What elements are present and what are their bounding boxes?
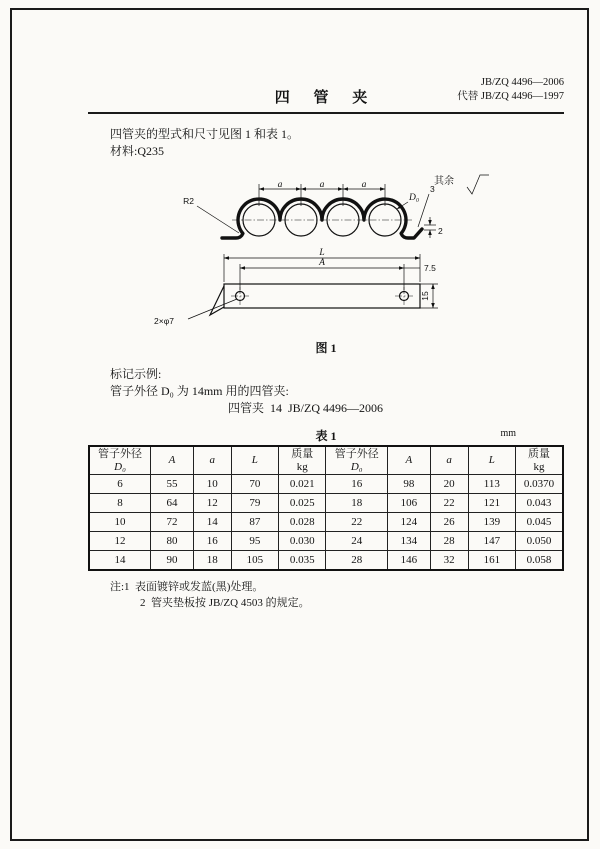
- table-row: [89, 551, 563, 571]
- figure-top-view: [183, 180, 443, 238]
- dim-label-d0: D₀: [409, 193, 420, 203]
- surface-finish-label: 其余: [434, 176, 454, 187]
- table-cell: 32: [430, 551, 468, 571]
- table-cell: 0.045: [516, 513, 563, 532]
- marking-example-section: [88, 366, 564, 417]
- table-cell: 124: [388, 513, 431, 532]
- table-cell: 113: [468, 475, 515, 494]
- dim-label-thickness: 2: [438, 226, 443, 236]
- leader-bend: [418, 194, 429, 227]
- table-cell: 0.028: [279, 513, 326, 532]
- col-header: a: [430, 446, 468, 475]
- standard-number-block: [457, 76, 564, 103]
- table-cell: 8: [89, 494, 151, 513]
- table-cell: 10: [193, 475, 231, 494]
- page-title: 四 管 夹: [274, 90, 378, 106]
- table-cell: 26: [430, 513, 468, 532]
- table-cell: 0.030: [279, 532, 326, 551]
- leader-holes: [188, 299, 237, 319]
- table-cell: 22: [430, 494, 468, 513]
- marking-heading: 标记示例:: [110, 367, 162, 381]
- figure-side-view: [154, 248, 438, 326]
- table-cell: 146: [388, 551, 431, 571]
- intro-paragraph: [110, 126, 564, 160]
- col-header: 质量 kg: [516, 446, 563, 475]
- table-row: [89, 494, 563, 513]
- table-caption-row: [88, 427, 564, 443]
- technical-drawing: [136, 166, 516, 334]
- dim-label-L: L: [319, 248, 325, 258]
- replaced-standard: 代替 JB/ZQ 4496—1997: [457, 90, 564, 102]
- dim-label-width: 15: [420, 291, 430, 301]
- leader-r2: [197, 206, 239, 233]
- table-cell: 0.025: [279, 494, 326, 513]
- col-header: A: [388, 446, 431, 475]
- table-cell: 0.0370: [516, 475, 563, 494]
- table-cell: 87: [231, 513, 278, 532]
- figure-caption: 图 1: [315, 341, 337, 355]
- table-caption: 表 1: [315, 429, 337, 443]
- table-cell: 16: [326, 475, 388, 494]
- table-row: [89, 513, 563, 532]
- col-header: A: [151, 446, 194, 475]
- page-content: [88, 74, 564, 611]
- col-header: 质量 kg: [279, 446, 326, 475]
- note-1: 注:1 表面镀锌或发蓝(黑)处理。: [110, 581, 264, 593]
- table-cell: 12: [193, 494, 231, 513]
- table-cell: 79: [231, 494, 278, 513]
- dim-label-holes: 2×φ7: [154, 316, 174, 326]
- table-cell: 0.021: [279, 475, 326, 494]
- table-cell: 20: [430, 475, 468, 494]
- table-cell: 134: [388, 532, 431, 551]
- intro-line: 四管夹的型式和尺寸见图 1 和表 1。: [110, 127, 300, 141]
- note-2: 2 管夹垫板按 JB/ZQ 4503 的规定。: [140, 597, 310, 609]
- col-header: a: [193, 446, 231, 475]
- table-header-row: [89, 446, 563, 475]
- dim-label-a3: a: [361, 180, 367, 190]
- table-cell: 14: [193, 513, 231, 532]
- table-cell: 10: [89, 513, 151, 532]
- table-cell: 106: [388, 494, 431, 513]
- notes-section: [88, 579, 564, 611]
- table-cell: 90: [151, 551, 194, 571]
- table-cell: 6: [89, 475, 151, 494]
- table-cell: 28: [326, 551, 388, 571]
- table-cell: 18: [193, 551, 231, 571]
- table-cell: 24: [326, 532, 388, 551]
- bent-tab-outline: [210, 286, 224, 315]
- marking-designation: 四管夹 14 JB/ZQ 4496—2006: [228, 401, 384, 415]
- table-cell: 95: [231, 532, 278, 551]
- table-row: [89, 532, 563, 551]
- table-row: [89, 475, 563, 494]
- col-header: 管子外径 D₀: [326, 446, 388, 475]
- spec-table-body: [89, 475, 563, 571]
- clamp-strip-profile: [222, 199, 422, 238]
- dim-label-a2: a: [319, 180, 325, 190]
- dim-label-end-offset: 7.5: [424, 263, 436, 273]
- table-cell: 0.035: [279, 551, 326, 571]
- table-unit: mm: [500, 428, 516, 439]
- col-header: L: [231, 446, 278, 475]
- table-cell: 18: [326, 494, 388, 513]
- table-cell: 14: [89, 551, 151, 571]
- table-cell: 70: [231, 475, 278, 494]
- table-cell: 0.050: [516, 532, 563, 551]
- table-cell: 55: [151, 475, 194, 494]
- col-header: 管子外径 D₀: [89, 446, 151, 475]
- table-cell: 28: [430, 532, 468, 551]
- table-cell: 0.043: [516, 494, 563, 513]
- spec-table: [88, 445, 564, 571]
- standard-number: JB/ZQ 4496—2006: [480, 77, 564, 88]
- table-cell: 161: [468, 551, 515, 571]
- table-cell: 0.058: [516, 551, 563, 571]
- marking-description: 管子外径 D₀ 为 14mm 用的四管夹:: [110, 384, 289, 398]
- dim-label-a1: a: [277, 180, 283, 190]
- dim-label-A: A: [319, 258, 325, 268]
- table-section: [88, 427, 564, 571]
- dim-label-r2: R2: [183, 196, 194, 206]
- table-cell: 80: [151, 532, 194, 551]
- dim-label-bend: 3: [430, 184, 435, 194]
- table-cell: 147: [468, 532, 515, 551]
- table-cell: 22: [326, 513, 388, 532]
- table-cell: 12: [89, 532, 151, 551]
- material-line: 材料:Q235: [110, 144, 165, 158]
- table-cell: 72: [151, 513, 194, 532]
- table-cell: 64: [151, 494, 194, 513]
- roughness-icon: [467, 175, 489, 194]
- table-cell: 121: [468, 494, 515, 513]
- table-cell: 98: [388, 475, 431, 494]
- col-header: L: [468, 446, 515, 475]
- document-header: [88, 74, 564, 114]
- table-cell: 105: [231, 551, 278, 571]
- clamp-plate-outline: [224, 284, 420, 308]
- figure-1: [88, 166, 564, 356]
- table-cell: 139: [468, 513, 515, 532]
- table-cell: 16: [193, 532, 231, 551]
